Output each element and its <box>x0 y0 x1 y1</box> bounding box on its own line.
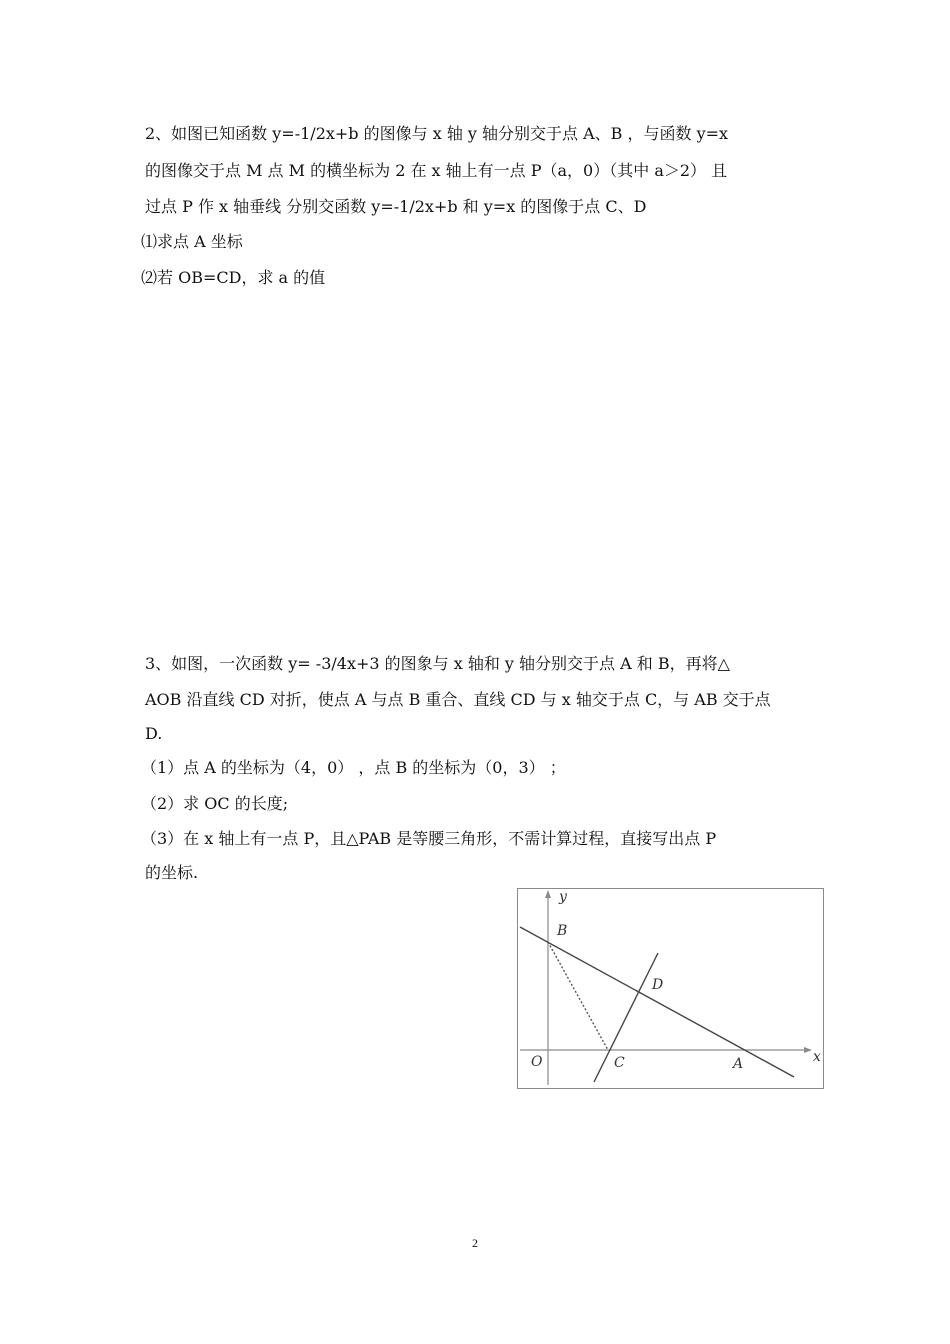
problem-2-question-1: ⑴求点 A 坐标 <box>141 232 243 251</box>
label-y: y <box>559 889 567 905</box>
label-c: C <box>614 1055 625 1071</box>
problem-3-question-2: （2）求 OC 的长度; <box>141 794 289 813</box>
label-o: O <box>531 1054 543 1070</box>
problem-3-line-2: AOB 沿直线 CD 对折，使点 A 与点 B 重合、直线 CD 与 x 轴交于点 C，与 AB 交于点 <box>145 690 771 709</box>
problem-3-question-3-cont: 的坐标. <box>145 863 199 882</box>
problem-2-line-1: 2、如图已知函数 y=-1/2x+b 的图像与 x 轴 y 轴分别交于点 A、B ，与函数 y=x <box>145 124 729 143</box>
problem-3-question-3: （3）在 x 轴上有一点 P，且△PAB 是等腰三角形，不需计算过程，直接写出点 P <box>141 829 717 848</box>
problem-3-line-3: D. <box>145 724 163 743</box>
problem-2-line-2: 的图像交于点 M 点 M 的横坐标为 2 在 x 轴上有一点 P（a，0）（其中 a＞2） 且 <box>145 161 728 180</box>
page-number: 2 <box>472 1236 478 1250</box>
figure-frame <box>518 889 824 1089</box>
problem-3-line-1: 3、如图，一次函数 y= -3/4x+3 的图象与 x 轴和 y 轴分别交于点 A 和 B，再将△ <box>145 654 730 673</box>
coordinate-figure <box>517 888 824 1089</box>
label-x: x <box>813 1049 821 1065</box>
label-d: D <box>652 977 664 993</box>
label-b: B <box>557 923 568 939</box>
problem-2-line-3: 过点 P 作 x 轴垂线 分别交函数 y=-1/2x+b 和 y=x 的图像于点 C、D <box>145 197 647 216</box>
problem-2-question-2: ⑵若 OB=CD，求 a 的值 <box>141 268 326 287</box>
problem-3-question-1: （1）点 A 的坐标为（4，0） ，点 B 的坐标为（0，3） ； <box>141 758 566 777</box>
label-a: A <box>733 1056 744 1072</box>
